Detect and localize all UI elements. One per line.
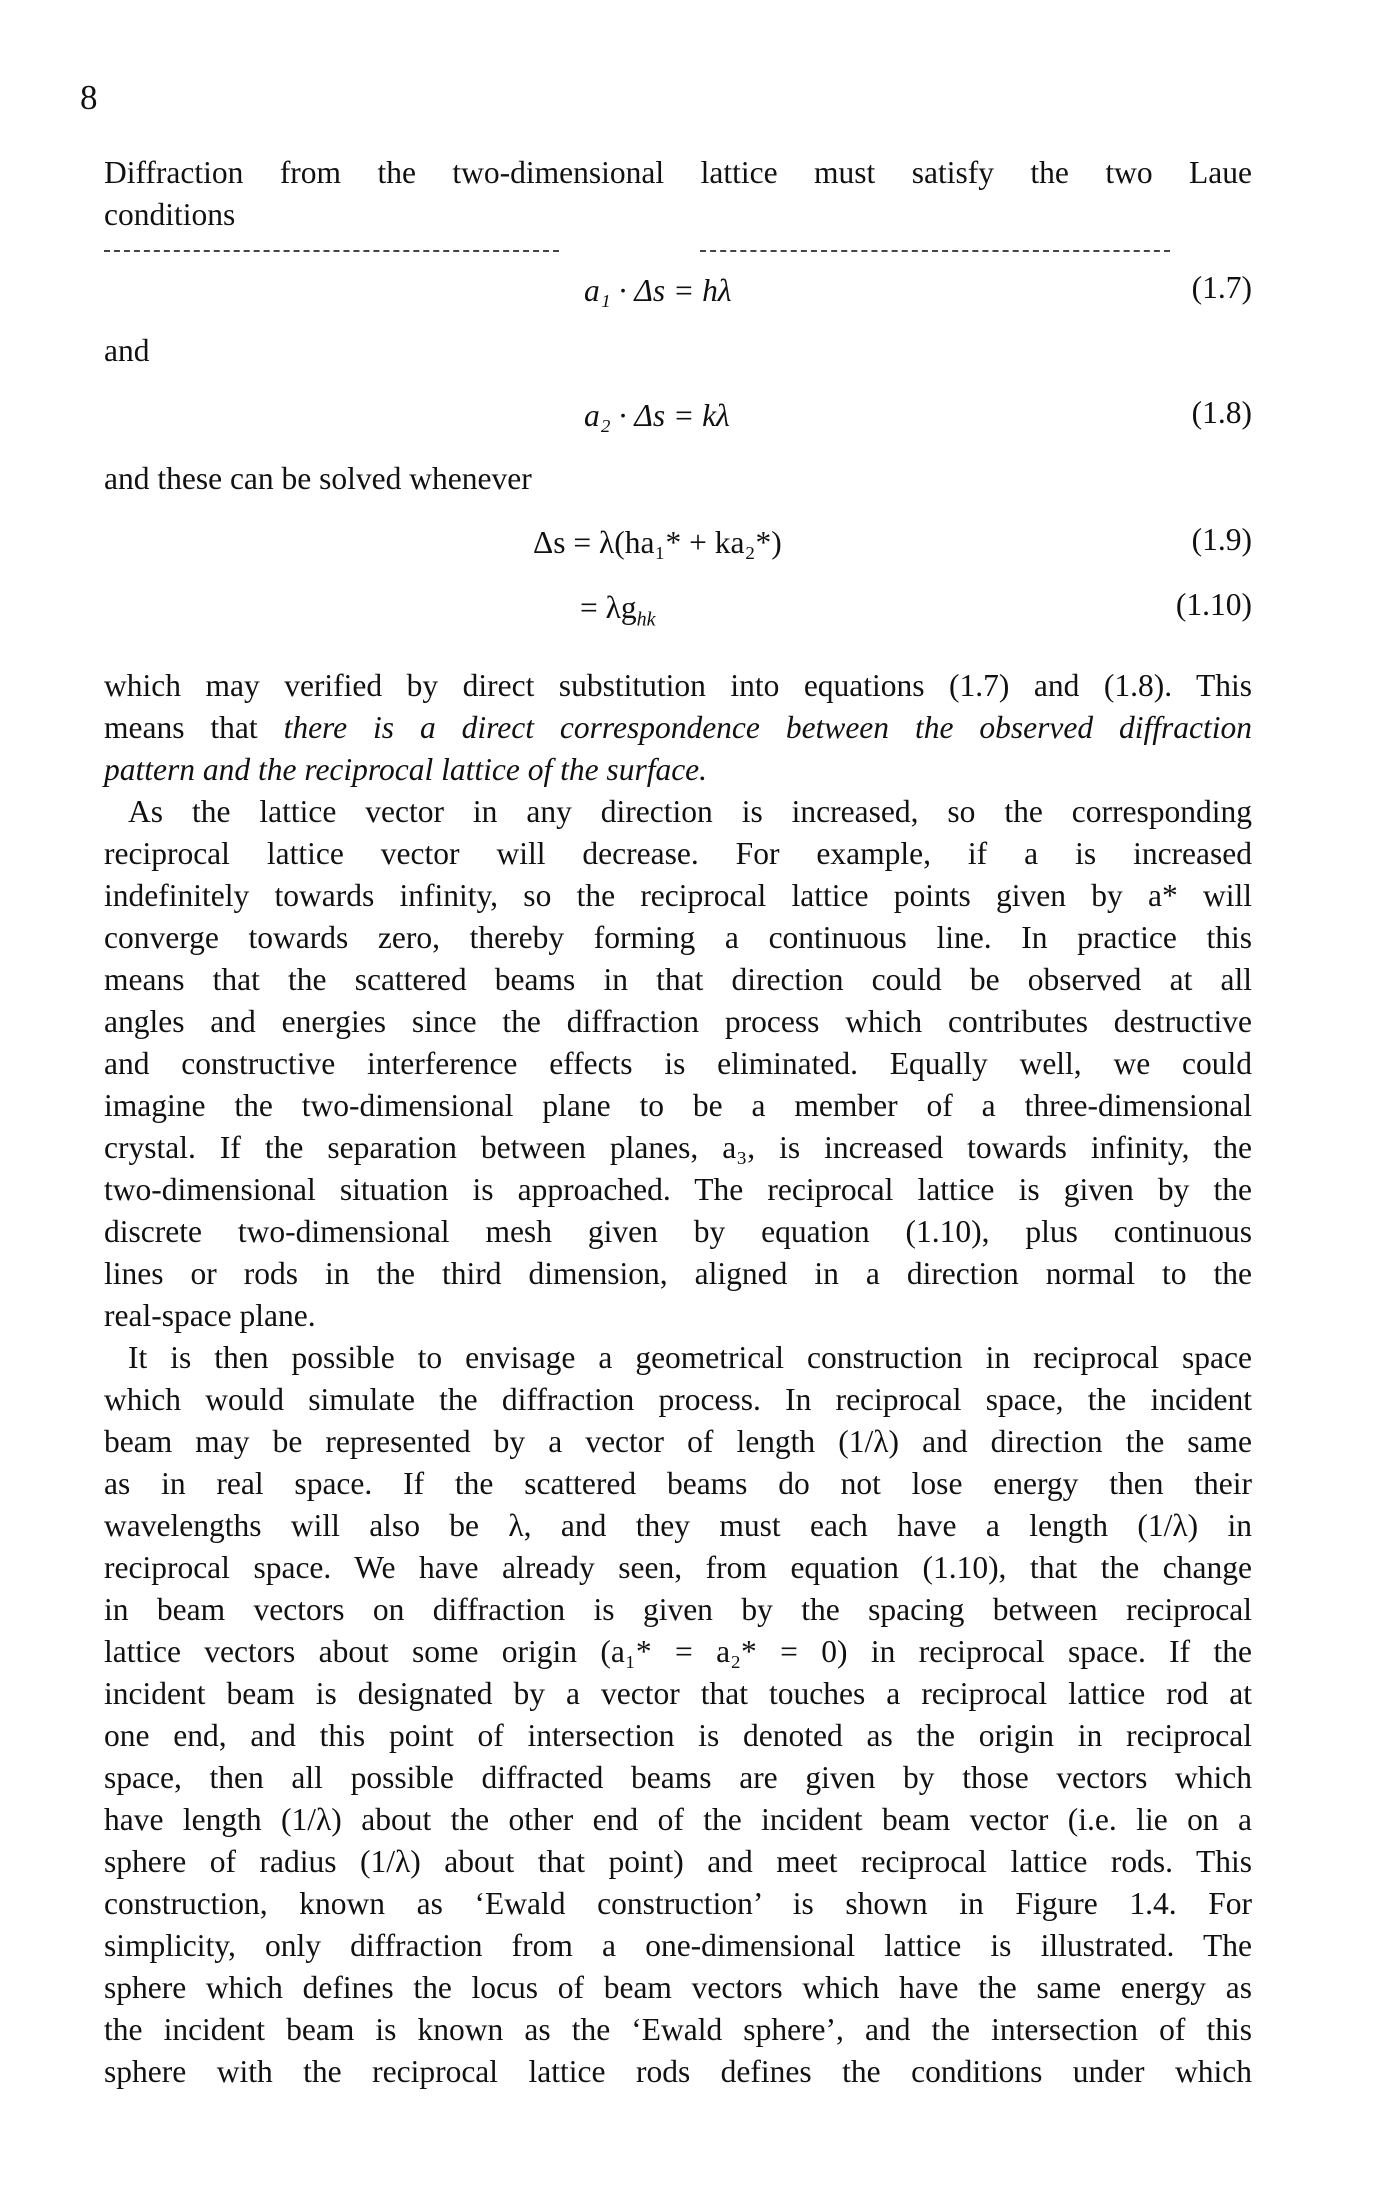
para3-line: lattice vectors about some origin (a₁* = a₂* = 0) in reciprocal space. If the xyxy=(104,1634,1252,1669)
para2-line: imagine the two-dimensional plane to be a member of a three-dimensional xyxy=(104,1088,1252,1123)
para3-line: incident beam is designated by a vector that touches a reciprocal lattice rod at xyxy=(104,1676,1252,1711)
para2-line: converge towards zero, thereby forming a continuous line. In practice this xyxy=(104,920,1252,955)
para3-line: the incident beam is known as the ‘Ewald sphere’, and the intersection of this xyxy=(104,2012,1252,2047)
para2-line: two-dimensional situation is approached. The reciprocal lattice is given by the xyxy=(104,1172,1252,1207)
para3-line: sphere which defines the locus of beam vectors which have the same energy as xyxy=(104,1970,1252,2005)
dashed-rule-left xyxy=(104,250,559,252)
para1-line-3: pattern and the reciprocal lattice of the surface. xyxy=(104,752,708,787)
para3-line: wavelengths will also be λ, and they must each have a length (1/λ) in xyxy=(104,1508,1252,1543)
para3-line: sphere with the reciprocal lattice rods defines the conditions under which xyxy=(104,2054,1252,2089)
and-text: and xyxy=(104,333,150,368)
para1-line-2: means that there is a direct correspondence between the observed diffraction xyxy=(104,710,1252,745)
intro-line-1: Diffraction from the two-dimensional lattice must satisfy the two Laue xyxy=(104,155,1252,190)
equation-number-1-9: (1.9) xyxy=(1191,522,1252,557)
para3-line: have length (1/λ) about the other end of the incident beam vector (i.e. lie on a xyxy=(104,1802,1252,1837)
para3-line: as in real space. If the scattered beams do not lose energy then their xyxy=(104,1466,1252,1501)
para2-line: lines or rods in the third dimension, aligned in a direction normal to the xyxy=(104,1256,1252,1291)
equation-number-1-7: (1.7) xyxy=(1191,270,1252,305)
equation-1-8: a₂ · Δs = kλ xyxy=(584,398,730,433)
para3-line: beam may be represented by a vector of length (1/λ) and direction the same xyxy=(104,1424,1252,1459)
para1-line-1: which may verified by direct substitution into equations (1.7) and (1.8). This xyxy=(104,668,1252,703)
para2-line: reciprocal lattice vector will decrease. For example, if a is increased xyxy=(104,836,1252,871)
solved-text: and these can be solved whenever xyxy=(104,461,532,496)
para2-line: crystal. If the separation between planes, a₃, is increased towards infinity, the xyxy=(104,1130,1252,1165)
equation-number-1-10: (1.10) xyxy=(1175,587,1252,622)
para3-line: in beam vectors on diffraction is given by the spacing between reciprocal xyxy=(104,1592,1252,1627)
para2-line: real-space plane. xyxy=(104,1298,316,1333)
para2-line: angles and energies since the diffraction process which contributes destructive xyxy=(104,1004,1252,1039)
para2-line: indefinitely towards infinity, so the reciprocal lattice points given by a* will xyxy=(104,878,1252,913)
intro-line-2: conditions xyxy=(104,197,236,232)
equation-number-1-8: (1.8) xyxy=(1191,395,1252,430)
equation-1-10: = $\lambda g_{hk}$ xyxy=(580,590,656,631)
para3-line: construction, known as ‘Ewald construction’ is shown in Figure 1.4. For xyxy=(104,1886,1252,1921)
para3-line: It is then possible to envisage a geometrical construction in reciprocal space xyxy=(128,1340,1252,1375)
para3-line: sphere of radius (1/λ) about that point) and meet reciprocal lattice rods. This xyxy=(104,1844,1252,1879)
para2-line: discrete two-dimensional mesh given by equation (1.10), plus continuous xyxy=(104,1214,1252,1249)
para3-line: which would simulate the diffraction process. In reciprocal space, the incident xyxy=(104,1382,1252,1417)
page-number: 8 xyxy=(80,78,98,117)
para3-line: one end, and this point of intersection is denoted as the origin in reciprocal xyxy=(104,1718,1252,1753)
para2-line: means that the scattered beams in that direction could be observed at all xyxy=(104,962,1252,997)
dashed-rule-right xyxy=(700,250,1170,252)
equation-1-9: Δs = λ(ha₁* + ka₂*) xyxy=(533,525,782,560)
para2-line: As the lattice vector in any direction is increased, so the corresponding xyxy=(128,794,1252,829)
para3-line: reciprocal space. We have already seen, from equation (1.10), that the change xyxy=(104,1550,1252,1585)
para3-line: simplicity, only diffraction from a one-dimensional lattice is illustrated. The xyxy=(104,1928,1252,1963)
para3-line: space, then all possible diffracted beams are given by those vectors which xyxy=(104,1760,1252,1795)
equation-1-7: a₁ · Δs = hλ xyxy=(584,273,732,308)
para2-line: and constructive interference effects is eliminated. Equally well, we could xyxy=(104,1046,1252,1081)
